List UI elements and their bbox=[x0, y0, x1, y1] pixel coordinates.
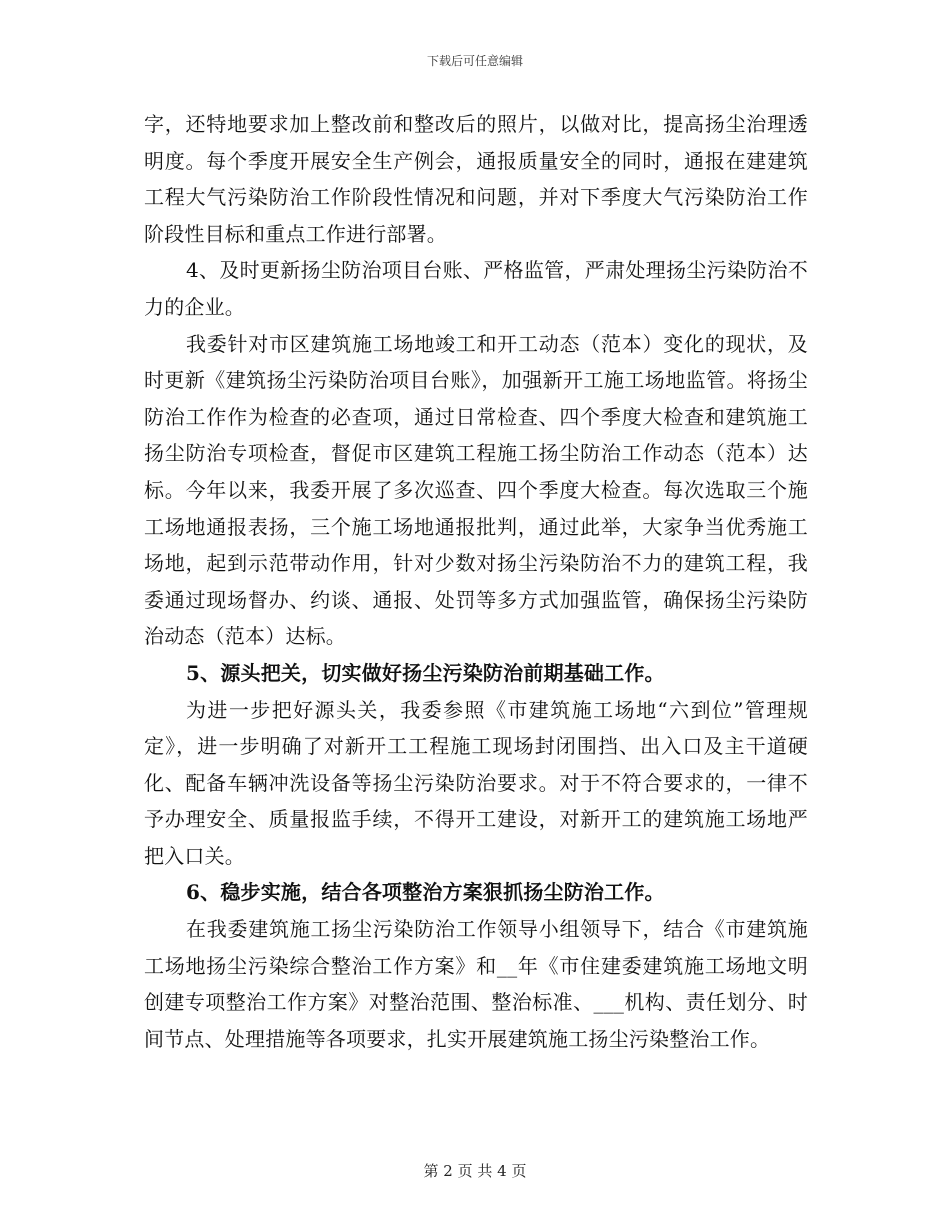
section-heading-6: 6、稳步实施，结合各项整治方案狠抓扬尘防治工作。 bbox=[186, 880, 665, 905]
section-heading-5: 5、源头把关，切实做好扬尘污染防治前期基础工作。 bbox=[186, 660, 665, 685]
document-body bbox=[144, 106, 808, 1057]
page-footer: 第 2 页 共 4 页 bbox=[423, 1162, 527, 1180]
paragraph-rectification-plans: 在我委建筑施工扬尘污染防治工作领导小组领导下，结合《市建筑施工场地扬尘污染综合整治工作方案》和__年《市住建委建筑施工场地文明创建专项整治工作方案》对整治范围、整治标准、___机构、责任划分、时间节点、处理措施等各项要求，扎实开展建筑施工扬尘污染整治工作。 bbox=[144, 917, 808, 1051]
page-header: 下载后可任意编辑 bbox=[426, 54, 523, 68]
paragraph-source-control: 为进一步把好源头关，我委参照《市建筑施工场地“六到位”管理规定》，进一步明确了对新开工工程施工现场封闭围挡、出入口及主干道硬化、配备车辆冲洗设备等扬尘污染防治要求。对于不符合要求的，一律不予办理安全、质量报监手续，不得开工建设，对新开工的建筑施工场地严把入口关。 bbox=[144, 697, 808, 868]
paragraph-continuation: 字，还特地要求加上整改前和整改后的照片，以做对比，提高扬尘治理透明度。每个季度开展安全生产例会，通报质量安全的同时，通报在建建筑工程大气污染防治工作阶段性情况和问题，并对下季度大气污染防治工作阶段性目标和重点工作进行部署。 bbox=[144, 112, 808, 246]
paragraph-ledger-supervision: 我委针对市区建筑施工场地竣工和开工动态（范本）变化的现状，及时更新《建筑扬尘污染防治项目台账》，加强新开工施工场地监管。将扬尘防治工作作为检查的必查项，通过日常检查、四个季度大检查和建筑施工扬尘防治专项检查，督促市区建筑工程施工扬尘防治工作动态（范本）达标。今年以来，我委开展了多次巡查、四个季度大检查。每次选取三个施工场地通报表扬，三个施工场地通报批判，通过此举，大家争当优秀施工场地，起到示范带动作用，针对少数对扬尘污染防治不力的建筑工程，我委通过现场督办、约谈、通报、处罚等多方式加强监管，确保扬尘污染防治动态（范本）达标。 bbox=[144, 331, 808, 649]
item-heading-4: 4、及时更新扬尘防治项目台账、严格监管，严肃处理扬尘污染防治不力的企业。 bbox=[144, 258, 808, 319]
